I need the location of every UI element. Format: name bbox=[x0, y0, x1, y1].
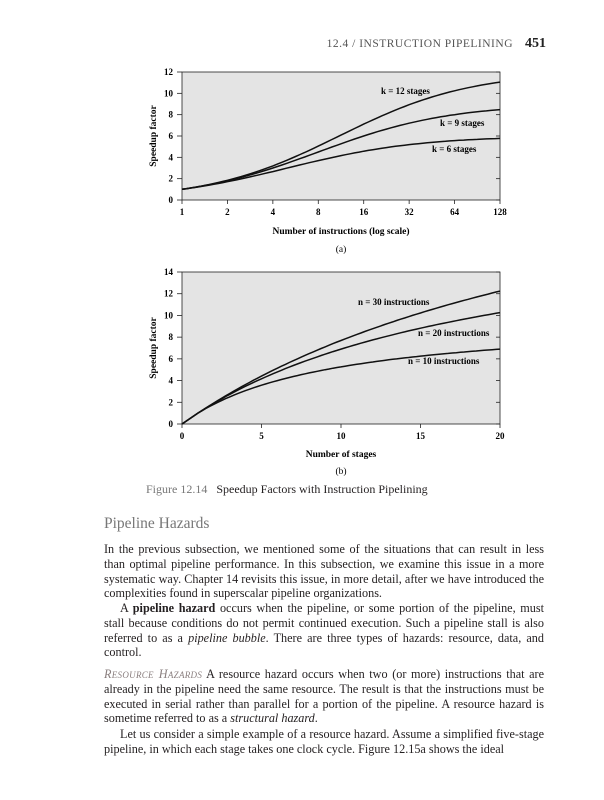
x-tick-label: 15 bbox=[416, 431, 425, 441]
x-tick-label: 32 bbox=[404, 207, 414, 217]
y-tick-label: 4 bbox=[168, 375, 173, 386]
x-tick-label: 0 bbox=[179, 431, 185, 441]
y-axis-label: Speedup factor bbox=[149, 105, 159, 167]
header-section-title: 12.4 / INSTRUCTION PIPELINING bbox=[326, 38, 513, 50]
y-tick-label: 8 bbox=[168, 109, 173, 120]
figure-caption bbox=[146, 482, 428, 497]
x-tick-label: 8 bbox=[316, 207, 321, 217]
term-structural-hazard: structural hazard bbox=[230, 711, 315, 726]
page-number: 451 bbox=[525, 36, 546, 51]
y-tick-label: 6 bbox=[168, 353, 173, 364]
y-tick-label: 2 bbox=[168, 397, 173, 408]
y-tick-label: 10 bbox=[164, 310, 173, 321]
x-tick-label: 4 bbox=[270, 207, 276, 217]
plot-area bbox=[182, 272, 500, 424]
y-tick-label: 0 bbox=[168, 195, 173, 205]
running-header bbox=[0, 34, 546, 52]
term-pipeline-bubble: pipeline bubble bbox=[188, 630, 266, 645]
series-label-k6: k = 6 stages bbox=[432, 144, 477, 154]
x-tick-label: 1 bbox=[179, 207, 185, 217]
x-tick-label: 2 bbox=[225, 207, 230, 217]
x-axis-label: Number of stages bbox=[305, 450, 377, 460]
x-tick-label: 5 bbox=[259, 431, 264, 441]
figure-title: Speedup Factors with Instruction Pipelining bbox=[216, 482, 428, 496]
paragraph-resource-hazards: Resource Hazards A resource hazard occurs when two (or more) instructions that are already in the pipeline need the same resource. The result is that the instructions must be executed in serial rather than parallel for a portion of the pipeline. A resource hazard is sometime referred to as a structural hazard. bbox=[104, 667, 545, 726]
x-tick-label: 16 bbox=[359, 207, 369, 217]
series-label-n20: n = 20 instructions bbox=[418, 328, 490, 338]
x-tick-label: 20 bbox=[495, 431, 505, 441]
panel-label-a: (a) bbox=[335, 245, 347, 255]
y-tick-label: 10 bbox=[164, 88, 173, 99]
y-tick-label: 4 bbox=[168, 152, 173, 163]
speedup-vs-stages-chart bbox=[140, 266, 540, 478]
y-tick-label: 12 bbox=[164, 288, 173, 299]
y-tick-label: 12 bbox=[164, 67, 173, 77]
series-label-n10: n = 10 instructions bbox=[408, 356, 480, 366]
paragraph-pipeline-hazard: A pipeline hazard occurs when the pipeline, or some portion of the pipeline, must stall because conditions do not permit continued execution. Such a pipeline stall is also referred to as a pipeline bubble. There are three types of hazards: resource, data, and control. bbox=[104, 601, 544, 660]
series-label-k12: k = 12 stages bbox=[381, 86, 430, 96]
x-axis bbox=[180, 424, 505, 441]
paragraph-example: Let us consider a simple example of a resource hazard. Assume a simplified five-stage pipeline, in which each stage takes one clock cycle. Figure 12.15a shows the ideal bbox=[104, 727, 544, 756]
y-tick-label: 8 bbox=[168, 332, 173, 343]
x-tick-label: 10 bbox=[336, 431, 346, 441]
series-label-k9: k = 9 stages bbox=[440, 118, 485, 128]
term-pipeline-hazard: pipeline hazard bbox=[132, 601, 216, 615]
x-tick-label: 128 bbox=[493, 207, 507, 217]
panel-label-b: (b) bbox=[335, 467, 347, 477]
y-axis-label: Speedup factor bbox=[149, 317, 159, 379]
section-heading: Pipeline Hazards bbox=[104, 515, 210, 532]
y-tick-label: 2 bbox=[168, 173, 173, 184]
series-label-n30: n = 30 instructions bbox=[358, 297, 430, 307]
y-tick-label: 6 bbox=[168, 131, 173, 141]
x-axis-label: Number of instructions (log scale) bbox=[272, 227, 410, 237]
speedup-vs-instructions-chart bbox=[140, 62, 540, 258]
x-tick-label: 64 bbox=[450, 207, 460, 217]
runin-heading-resource-hazards: Resource Hazards bbox=[104, 667, 203, 681]
paragraph-intro: In the previous subsection, we mentioned some of the situations that can result in less than optimal pipeline performance. In this subsection, we examine this issue in a more systematic way. Chapter 14 revisits this issue, in more detail, after we have introduced the complexities found in superscalar pipeline organizations. bbox=[104, 542, 544, 601]
x-axis bbox=[180, 200, 508, 217]
figure-number: Figure 12.14 bbox=[146, 482, 208, 496]
y-tick-label: 14 bbox=[164, 267, 173, 277]
y-tick-label: 0 bbox=[168, 419, 173, 429]
